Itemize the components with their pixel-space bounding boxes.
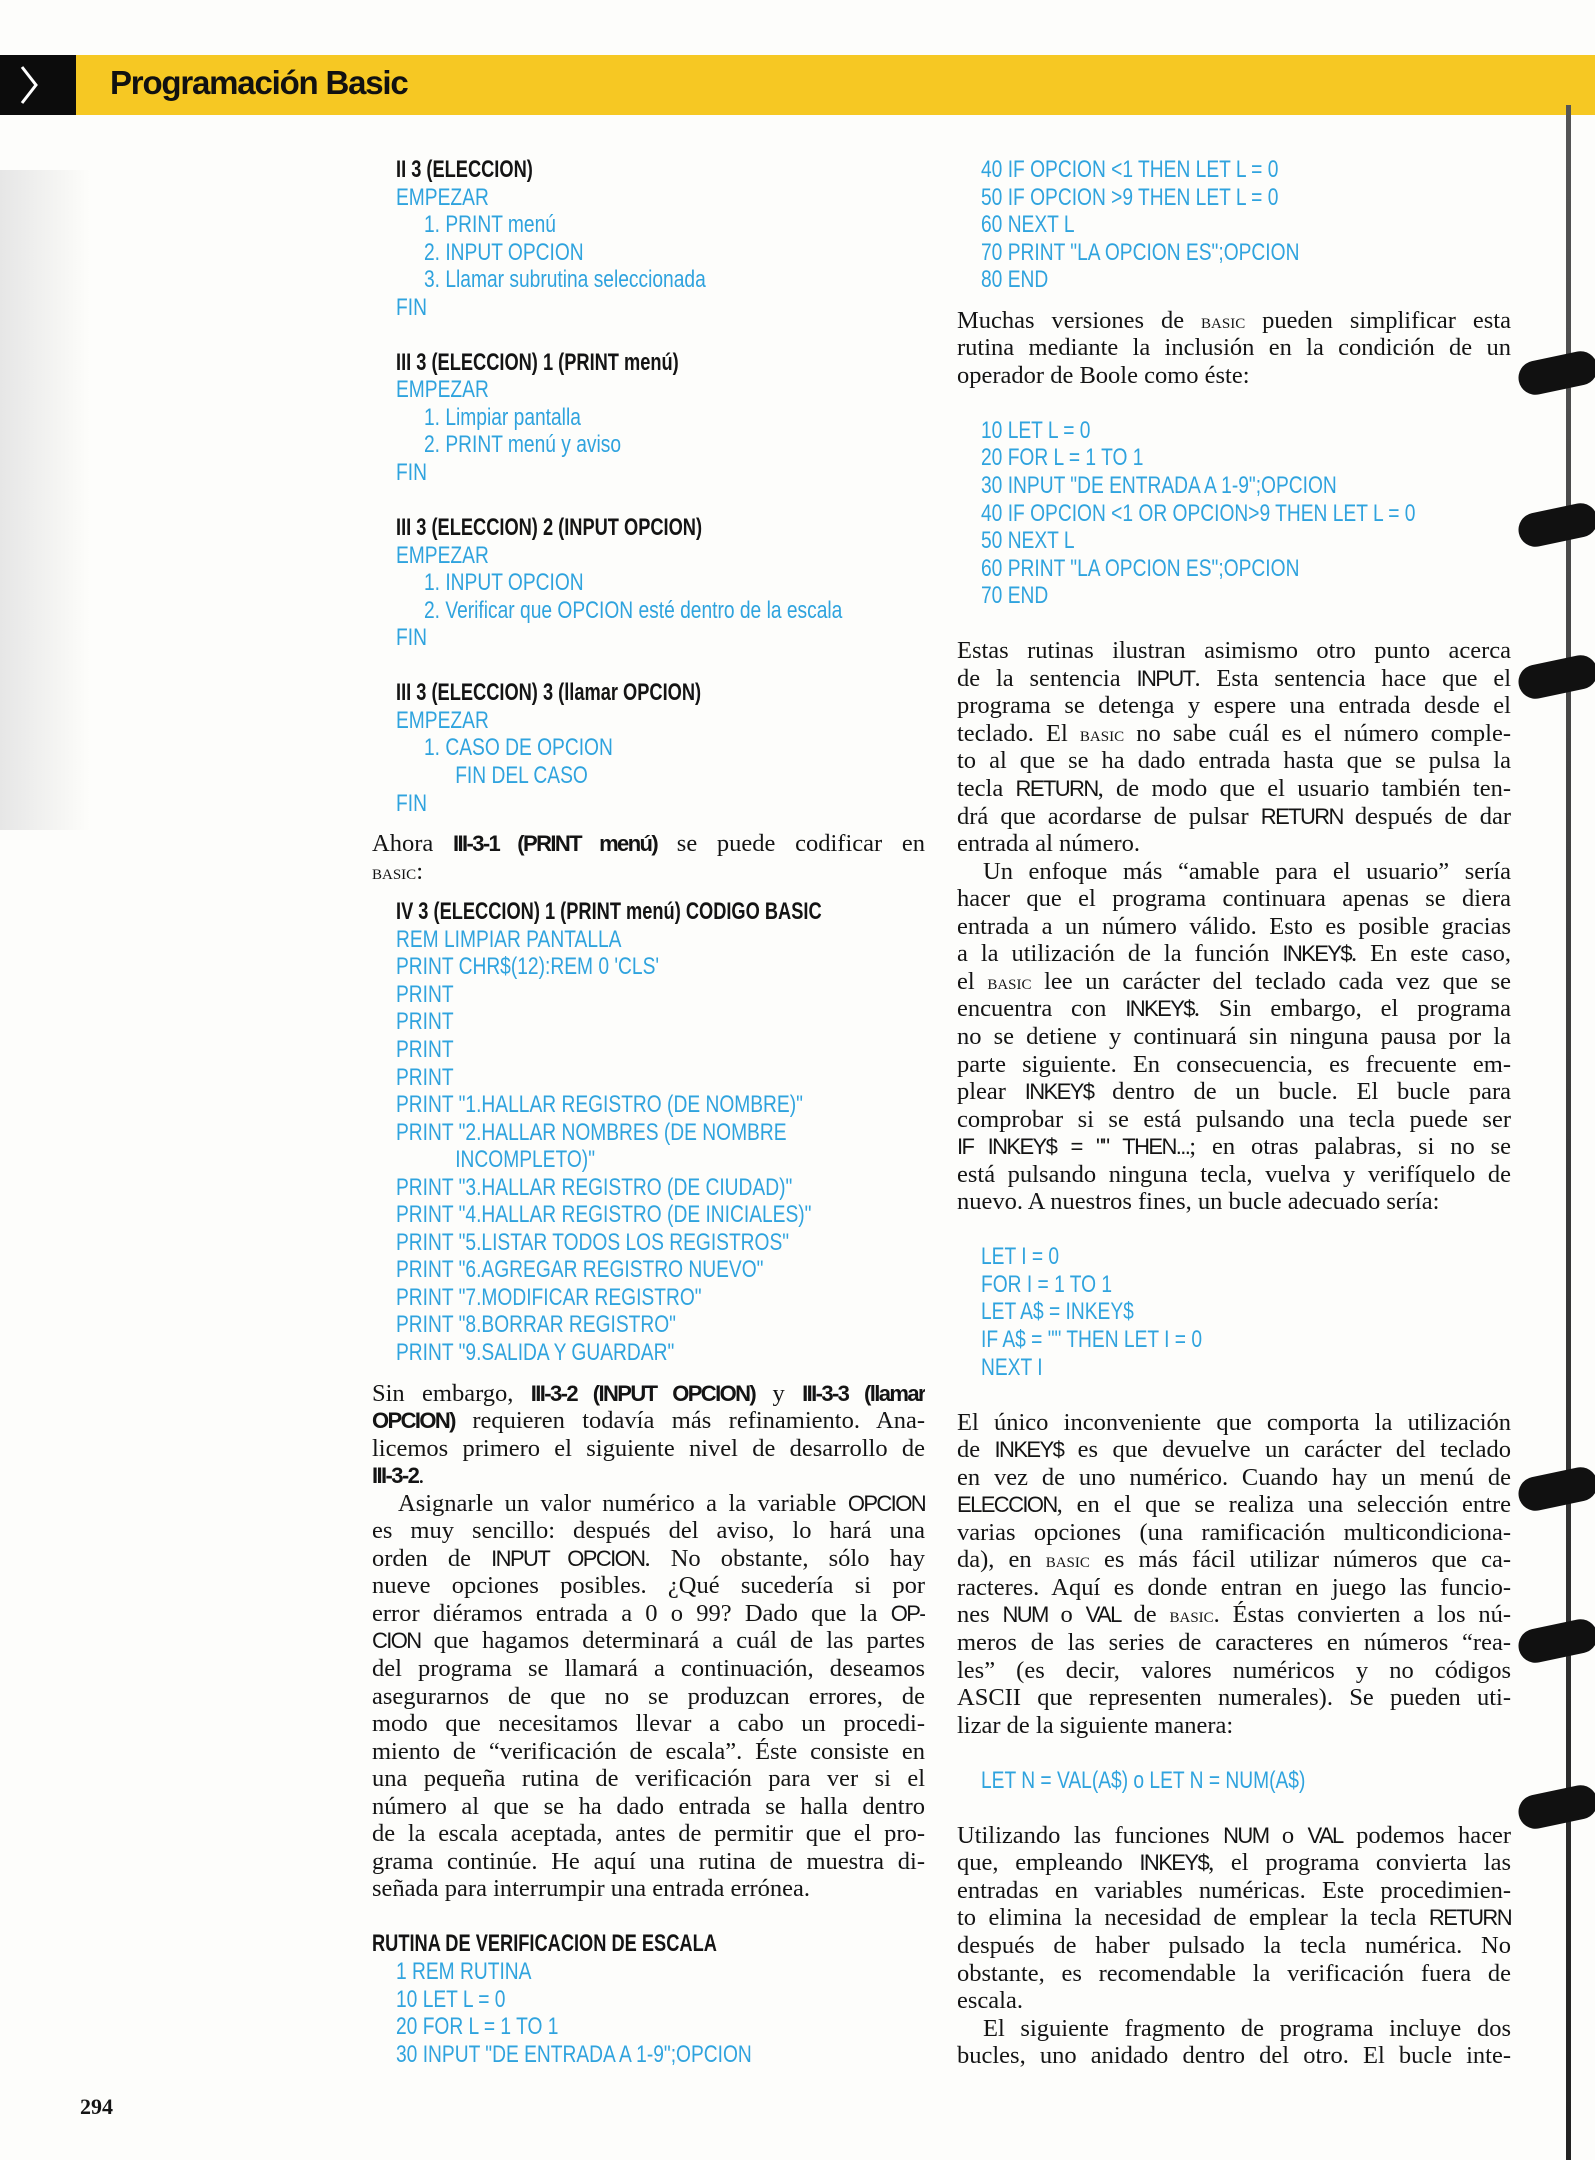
code-line: PRINT "3.HALLAR REGISTRO (DE CIUDAD)" bbox=[396, 1173, 793, 1201]
bold-term: OPCION) bbox=[372, 1408, 455, 1434]
text-line bbox=[957, 334, 1511, 362]
text-line bbox=[372, 1407, 925, 1435]
code-line: 60 NEXT L bbox=[981, 211, 1075, 239]
text-line bbox=[957, 995, 1511, 1023]
text: en vez de uno numérico. Cuando hay un menú de bbox=[957, 1463, 1511, 1491]
code-line: EMPEZAR bbox=[396, 541, 489, 569]
text: to al que se ha dado entrada hasta que se pulsa la bbox=[957, 747, 1511, 775]
text: después de haber pulsado la tecla numérica. No bbox=[957, 1932, 1511, 1959]
code-line: 10 LET L = 0 bbox=[396, 1985, 506, 2013]
text: Muchas versiones de bbox=[957, 306, 1202, 334]
text: da), en bbox=[957, 1546, 1046, 1574]
text: bucles, uno anidado dentro del otro. El bucle inte- bbox=[957, 2042, 1511, 2070]
text: podemos hacer bbox=[1342, 1821, 1511, 1849]
heading-text: III 3 (ELECCION) 3 (llamar OPCION) bbox=[396, 679, 702, 707]
text: una pequeña rutina de verificación para ver si el bbox=[372, 1765, 925, 1793]
text: Ahora bbox=[372, 830, 453, 858]
text: modo que necesitamos llevar a cabo un procedi- bbox=[372, 1710, 925, 1738]
text-line bbox=[957, 665, 1511, 693]
code-listing bbox=[372, 926, 925, 1367]
text-line bbox=[957, 1629, 1511, 1657]
keyword: RETURN bbox=[1260, 803, 1343, 829]
text-line bbox=[372, 1765, 925, 1793]
small-caps-term: basic bbox=[372, 858, 417, 884]
text-line bbox=[957, 1133, 1511, 1161]
code-line: PRINT "8.BORRAR REGISTRO" bbox=[396, 1311, 676, 1339]
text: entrada a un número válido. Esto es posible gracias bbox=[957, 912, 1511, 940]
text: varias opciones (una ramificación multicondiciona- bbox=[957, 1518, 1511, 1546]
code-line: 20 FOR L = 1 TO 1 bbox=[981, 444, 1144, 472]
code-line: FOR I = 1 TO 1 bbox=[981, 1270, 1113, 1298]
keyword: RETURN bbox=[1015, 776, 1098, 802]
text-line bbox=[372, 1572, 925, 1600]
code-line: PRINT bbox=[396, 1035, 454, 1063]
text: plear bbox=[957, 1078, 1025, 1106]
text: . Sin embargo, el programa bbox=[1193, 995, 1511, 1023]
paragraph bbox=[372, 1490, 925, 1903]
text: requieren todavía más refinamiento. Ana- bbox=[454, 1407, 925, 1435]
text-line bbox=[957, 1436, 1511, 1464]
paragraph bbox=[372, 830, 925, 885]
text: ; en otras palabras, si no se bbox=[1189, 1133, 1511, 1161]
code-line: 80 END bbox=[981, 266, 1049, 294]
keyword: NUM bbox=[1223, 1822, 1269, 1848]
pseudocode-block bbox=[372, 707, 925, 817]
text: tecla bbox=[957, 775, 1016, 803]
code-line: 30 INPUT "DE ENTRADA A 1-9";OPCION bbox=[981, 472, 1337, 500]
text: o bbox=[1268, 1821, 1308, 1849]
code-line: PRINT bbox=[396, 980, 454, 1008]
paragraph bbox=[372, 1380, 925, 1490]
code-listing bbox=[957, 417, 1511, 610]
text-line bbox=[372, 1517, 925, 1545]
code-line: INCOMPLETO)" bbox=[455, 1146, 596, 1174]
code-line: FIN bbox=[396, 789, 427, 817]
text-line bbox=[372, 1600, 925, 1628]
pseudocode-heading bbox=[372, 156, 925, 184]
text: número al que se ha dado entrada se halla dentro bbox=[372, 1792, 925, 1820]
text: entrada al número. bbox=[957, 830, 1140, 858]
code-line: 2. Verificar que OPCION esté dentro de la escala bbox=[424, 596, 843, 624]
code-line: PRINT "9.SALIDA Y GUARDAR" bbox=[396, 1338, 675, 1366]
code-line: FIN bbox=[396, 293, 427, 321]
keyword: VAL bbox=[1085, 1602, 1121, 1628]
text: comprobar si se está pulsando una tecla puede ser bbox=[957, 1105, 1511, 1133]
code-line: REM LIMPIAR PANTALLA bbox=[396, 925, 622, 953]
code-line: 1 REM RUTINA bbox=[396, 1958, 532, 1985]
code-line: 50 NEXT L bbox=[981, 527, 1075, 555]
text-line bbox=[372, 1820, 925, 1848]
binder-ring-icon bbox=[1515, 652, 1595, 702]
code-line: IF A$ = "" THEN LET I = 0 bbox=[981, 1325, 1203, 1353]
keyword: NUM bbox=[1002, 1602, 1048, 1628]
code-line: EMPEZAR bbox=[396, 706, 489, 734]
keyword: INKEY$ bbox=[1125, 996, 1194, 1022]
text-line bbox=[957, 775, 1511, 803]
text: orden de bbox=[372, 1544, 492, 1572]
code-line: FIN bbox=[396, 459, 427, 487]
code-line: 2. INPUT OPCION bbox=[424, 238, 584, 266]
paragraph bbox=[957, 307, 1511, 390]
text: meros de las series de caracteres en números “rea- bbox=[957, 1628, 1511, 1656]
text: , en el que se realiza una selección entre bbox=[1056, 1491, 1511, 1519]
text-line bbox=[957, 1960, 1511, 1988]
keyword: INKEY$ bbox=[994, 1437, 1064, 1463]
text: y bbox=[755, 1379, 803, 1407]
text: : bbox=[416, 857, 423, 885]
text-line bbox=[957, 913, 1511, 941]
text: que, empleando bbox=[957, 1849, 1140, 1877]
text-line bbox=[372, 1848, 925, 1876]
text: drá que acordarse de pulsar bbox=[957, 802, 1261, 830]
text: de bbox=[1120, 1601, 1170, 1629]
keyword: OPCION bbox=[847, 1490, 925, 1516]
text: miento de “verificación de escala”. Éste consiste en bbox=[372, 1737, 925, 1765]
text: Estas rutinas ilustran asimismo otro punto acerca bbox=[957, 637, 1511, 665]
left-column bbox=[372, 156, 925, 2068]
text: dentro de un bucle. El bucle para bbox=[1093, 1078, 1511, 1106]
text: no sabe cuál es el número comple- bbox=[1124, 719, 1511, 747]
code-line: EMPEZAR bbox=[396, 376, 489, 404]
code-line: 10 LET L = 0 bbox=[981, 416, 1091, 444]
text-line bbox=[957, 803, 1511, 831]
pseudocode-heading bbox=[372, 349, 925, 377]
text: , el programa convierta las bbox=[1208, 1849, 1511, 1877]
text: de la sentencia bbox=[957, 664, 1137, 692]
text: les” (es decir, valores numéricos y no códigos bbox=[957, 1656, 1511, 1684]
text-line bbox=[957, 830, 1511, 858]
code-line: EMPEZAR bbox=[396, 183, 489, 211]
text-line bbox=[957, 885, 1511, 913]
text: es muy sencillo: después del aviso, lo hará una bbox=[372, 1517, 925, 1545]
code-heading bbox=[372, 898, 925, 926]
text-line bbox=[957, 307, 1511, 335]
code-line: 20 FOR L = 1 TO 1 bbox=[396, 2013, 559, 2041]
small-caps-term: basic bbox=[987, 968, 1032, 994]
text-line bbox=[957, 1464, 1511, 1492]
heading-text: III 3 (ELECCION) 2 (INPUT OPCION) bbox=[396, 514, 703, 542]
code-line: 1. INPUT OPCION bbox=[424, 569, 584, 597]
text-line bbox=[957, 1657, 1511, 1685]
text: error diéramos entrada a 0 o 99? Dado que la bbox=[372, 1599, 891, 1627]
keyword: INKEY$ bbox=[1024, 1079, 1094, 1105]
code-line: PRINT bbox=[396, 1008, 454, 1036]
text: que hagamos determinará a cuál de las partes bbox=[420, 1627, 925, 1655]
text-line bbox=[957, 692, 1511, 720]
text: lizar de la siguiente manera: bbox=[957, 1711, 1234, 1739]
text: licemos primero el siguiente nivel de desarrollo de bbox=[372, 1434, 925, 1462]
code-line: 50 IF OPCION >9 THEN LET L = 0 bbox=[981, 183, 1279, 211]
text: está pulsando ninguna tecla, vuelva y verifíquelo de bbox=[957, 1160, 1511, 1188]
text: pueden simplificar esta bbox=[1245, 306, 1511, 334]
code-line: PRINT "6.AGREGAR REGISTRO NUEVO" bbox=[396, 1256, 764, 1284]
text-line bbox=[372, 1490, 925, 1518]
routine-heading bbox=[372, 1930, 925, 1958]
text-line bbox=[957, 1023, 1511, 1051]
code-line: LET I = 0 bbox=[981, 1243, 1060, 1271]
pseudocode-heading bbox=[372, 679, 925, 707]
text-line bbox=[957, 1106, 1511, 1134]
text-line bbox=[372, 1435, 925, 1463]
binder-ring-icon bbox=[1515, 1464, 1595, 1514]
index-tabs-decoration bbox=[0, 170, 90, 830]
text: no se detiene y continuará sin ninguna pausa por la bbox=[957, 1022, 1511, 1050]
text: el bbox=[957, 967, 988, 995]
text-line bbox=[957, 747, 1511, 775]
text: parte siguiente. En consecuencia, es frecuente em- bbox=[957, 1050, 1511, 1078]
text: después de dar bbox=[1342, 802, 1511, 830]
text-line bbox=[957, 1546, 1511, 1574]
text: Sin embargo, bbox=[372, 1379, 531, 1407]
text-line bbox=[957, 940, 1511, 968]
pseudocode-block bbox=[372, 376, 925, 486]
paragraph bbox=[957, 2015, 1511, 2070]
text-line bbox=[957, 2042, 1511, 2070]
code-listing bbox=[957, 1767, 1511, 1795]
text: obstante, es recomendable la verificación fuera de bbox=[957, 1959, 1511, 1987]
text-line bbox=[957, 637, 1511, 665]
code-line: 30 INPUT "DE ENTRADA A 1-9";OPCION bbox=[396, 2040, 752, 2068]
code-line: 60 PRINT "LA OPCION ES";OPCION bbox=[981, 554, 1300, 582]
text: El único inconveniente que comporta la utilización bbox=[957, 1408, 1511, 1436]
paragraph bbox=[957, 1409, 1511, 1740]
text-line bbox=[957, 1877, 1511, 1905]
text: to elimina la necesidad de emplear la tecla bbox=[957, 1904, 1429, 1932]
code-line: 40 IF OPCION <1 OR OPCION>9 THEN LET L = 0 bbox=[981, 499, 1416, 527]
text: , de modo que el usuario también ten- bbox=[1097, 775, 1511, 803]
code-line: 70 END bbox=[981, 582, 1049, 610]
bold-term: III-3-2 bbox=[372, 1463, 419, 1489]
text-line bbox=[957, 968, 1511, 996]
binder-ring-icon bbox=[1515, 500, 1595, 550]
text-line bbox=[372, 830, 925, 858]
code-line: 1. PRINT menú bbox=[424, 211, 556, 239]
text: . No obstante, sólo hay bbox=[644, 1544, 925, 1572]
code-line: PRINT "2.HALLAR NOMBRES (DE NOMBRE bbox=[396, 1118, 787, 1146]
section-title: Programación Basic bbox=[110, 64, 408, 101]
page-number: 294 bbox=[80, 2094, 113, 2119]
text-line bbox=[372, 1683, 925, 1711]
text-line bbox=[957, 1712, 1511, 1740]
heading-text: II 3 (ELECCION) bbox=[396, 156, 533, 183]
bold-term: III-3-3 (llamar bbox=[802, 1380, 925, 1406]
text: o bbox=[1047, 1601, 1086, 1629]
small-caps-term: basic bbox=[1169, 1602, 1214, 1628]
text-line bbox=[957, 1904, 1511, 1932]
code-line: PRINT "4.HALLAR REGISTRO (DE INICIALES)" bbox=[396, 1201, 812, 1229]
code-line: LET A$ = INKEY$ bbox=[981, 1298, 1134, 1326]
text-line bbox=[957, 1684, 1511, 1712]
code-line: PRINT bbox=[396, 1063, 454, 1091]
text-line bbox=[372, 1545, 925, 1573]
small-caps-term: basic bbox=[1201, 307, 1246, 333]
text: a la utilización de la función bbox=[957, 940, 1283, 968]
text: nueve opciones posibles. ¿Qué sucedería si por bbox=[372, 1572, 925, 1600]
binder-ring-icon bbox=[1515, 1782, 1595, 1832]
code-line: LET N = VAL(A$) o LET N = NUM(A$) bbox=[981, 1766, 1306, 1794]
text: racteres. Aquí es donde entran en juego las funcio- bbox=[957, 1573, 1511, 1601]
code-line: PRINT CHR$(12):REM 0 'CLS' bbox=[396, 953, 660, 981]
code-listing bbox=[957, 156, 1511, 294]
text: nuevo. A nuestros fines, un bucle adecuado sería: bbox=[957, 1188, 1440, 1216]
keyword: RETURN bbox=[1428, 1905, 1511, 1931]
text: asegurarnos de que no se produzcan errores, de bbox=[372, 1682, 925, 1710]
text-line bbox=[372, 1793, 925, 1821]
pseudocode-heading bbox=[372, 514, 925, 542]
text: señada para interrumpir una entrada errónea. bbox=[372, 1875, 811, 1903]
chevron-right-icon bbox=[0, 55, 76, 115]
bold-term: III-3-1 (PRINT menú) bbox=[452, 831, 658, 857]
text: de bbox=[957, 1436, 995, 1464]
text-line bbox=[957, 1078, 1511, 1106]
code-listing bbox=[957, 1243, 1511, 1381]
text: programa se detenga y espere una entrada desde el bbox=[957, 692, 1511, 720]
binder-ring-icon bbox=[1515, 1616, 1595, 1666]
keyword: IF INKEY$ = "" THEN... bbox=[957, 1134, 1190, 1160]
text-line bbox=[957, 1574, 1511, 1602]
text-line bbox=[957, 1051, 1511, 1079]
text-line bbox=[372, 1380, 925, 1408]
pseudocode-block bbox=[372, 542, 925, 652]
keyword: INKEY$ bbox=[1282, 941, 1352, 967]
text: es más fácil utilizar números que ca- bbox=[1089, 1546, 1511, 1574]
text-line bbox=[372, 1655, 925, 1683]
text-line bbox=[957, 858, 1511, 886]
code-line: 1. CASO DE OPCION bbox=[424, 734, 613, 762]
keyword: INKEY$ bbox=[1139, 1850, 1209, 1876]
keyword: VAL bbox=[1307, 1822, 1343, 1848]
text-line bbox=[957, 720, 1511, 748]
text-line bbox=[957, 362, 1511, 390]
text-line bbox=[372, 1462, 925, 1490]
text-line bbox=[957, 1491, 1511, 1519]
text-line bbox=[957, 1932, 1511, 1960]
text: entradas en variables numéricas. Este procedimien- bbox=[957, 1876, 1511, 1904]
text-line bbox=[957, 1601, 1511, 1629]
text: Asignarle un valor numérico a la variable bbox=[398, 1489, 848, 1517]
code-line: 3. Llamar subrutina seleccionada bbox=[424, 266, 706, 294]
text-line bbox=[957, 2015, 1511, 2043]
code-line: 40 IF OPCION <1 THEN LET L = 0 bbox=[981, 156, 1279, 183]
keyword: INPUT bbox=[1136, 665, 1195, 691]
text: hacer que el programa continuara apenas se diera bbox=[957, 885, 1511, 913]
text: de la escala aceptada, antes de permitir que el pro- bbox=[372, 1820, 925, 1848]
text-line bbox=[957, 1987, 1511, 2015]
code-line: PRINT "7.MODIFICAR REGISTRO" bbox=[396, 1283, 702, 1311]
code-line: PRINT "5.LISTAR TODOS LOS REGISTROS" bbox=[396, 1228, 790, 1256]
text-line bbox=[957, 1519, 1511, 1547]
text: . Esta sentencia hace que el bbox=[1194, 664, 1511, 692]
heading-text: III 3 (ELECCION) 1 (PRINT menú) bbox=[396, 348, 679, 376]
code-line: FIN DEL CASO bbox=[455, 762, 588, 790]
small-caps-term: basic bbox=[1045, 1547, 1090, 1573]
heading-text: RUTINA DE VERIFICACION DE ESCALA bbox=[372, 1930, 717, 1958]
text: operador de Boole como éste: bbox=[957, 361, 1250, 389]
right-column bbox=[957, 156, 1511, 2070]
keyword: ELECCION bbox=[957, 1492, 1057, 1518]
code-line: PRINT "1.HALLAR REGISTRO (DE NOMBRE)" bbox=[396, 1091, 803, 1119]
text: encuentra con bbox=[957, 995, 1126, 1023]
text: . bbox=[418, 1462, 425, 1490]
text: es que devuelve un carácter del teclado bbox=[1063, 1436, 1511, 1464]
paragraph bbox=[957, 1822, 1511, 2015]
keyword: CION bbox=[372, 1628, 421, 1654]
text-line bbox=[372, 1738, 925, 1766]
text: . Éstas convierten a los nú- bbox=[1213, 1601, 1511, 1629]
small-caps-term: basic bbox=[1079, 720, 1125, 746]
binder-ring-icon bbox=[1515, 348, 1595, 398]
text: del programa se llamará a continuación, deseamos bbox=[372, 1654, 925, 1682]
heading-text: IV 3 (ELECCION) 1 (PRINT menú) CODIGO BASIC bbox=[396, 898, 822, 926]
text-line bbox=[372, 858, 925, 886]
code-listing bbox=[372, 1958, 925, 2068]
page-edge bbox=[1566, 105, 1571, 2160]
text-line bbox=[957, 1822, 1511, 1850]
keyword: INPUT OPCION bbox=[491, 1545, 645, 1571]
text-line bbox=[957, 1409, 1511, 1437]
text: Utilizando las funciones bbox=[957, 1821, 1224, 1849]
code-line: 70 PRINT "LA OPCION ES";OPCION bbox=[981, 238, 1300, 266]
text: Un enfoque más “amable para el usuario” sería bbox=[983, 857, 1511, 885]
text: teclado. El bbox=[957, 719, 1080, 747]
text: se puede codificar en bbox=[657, 830, 925, 858]
text: nes bbox=[957, 1601, 1003, 1629]
text: escala. bbox=[957, 1987, 1023, 2015]
text: El siguiente fragmento de programa incluye dos bbox=[983, 2014, 1511, 2042]
paragraph bbox=[957, 858, 1511, 1216]
text: . En este caso, bbox=[1351, 940, 1511, 968]
text-line bbox=[957, 1161, 1511, 1189]
code-line: NEXT I bbox=[981, 1353, 1043, 1381]
text-line bbox=[957, 1849, 1511, 1877]
keyword: OP- bbox=[890, 1600, 925, 1626]
text-line bbox=[372, 1710, 925, 1738]
text-line bbox=[957, 1188, 1511, 1216]
code-line: 2. PRINT menú y aviso bbox=[424, 431, 622, 459]
code-line: FIN bbox=[396, 624, 427, 652]
bold-term: III-3-2 (INPUT OPCION) bbox=[530, 1380, 756, 1406]
code-line: 1. Limpiar pantalla bbox=[424, 403, 581, 431]
pseudocode-block bbox=[372, 184, 925, 322]
text: lee un carácter del teclado cada vez que se bbox=[1031, 967, 1511, 995]
text: grama continúe. He aquí una rutina de muestra di- bbox=[372, 1847, 925, 1875]
paragraph bbox=[957, 637, 1511, 857]
text: ASCII que representen numerales). Se pueden uti- bbox=[957, 1684, 1511, 1712]
text-line bbox=[372, 1627, 925, 1655]
text: rutina mediante la inclusión en la condición de un bbox=[957, 334, 1511, 362]
text-line bbox=[372, 1875, 925, 1903]
